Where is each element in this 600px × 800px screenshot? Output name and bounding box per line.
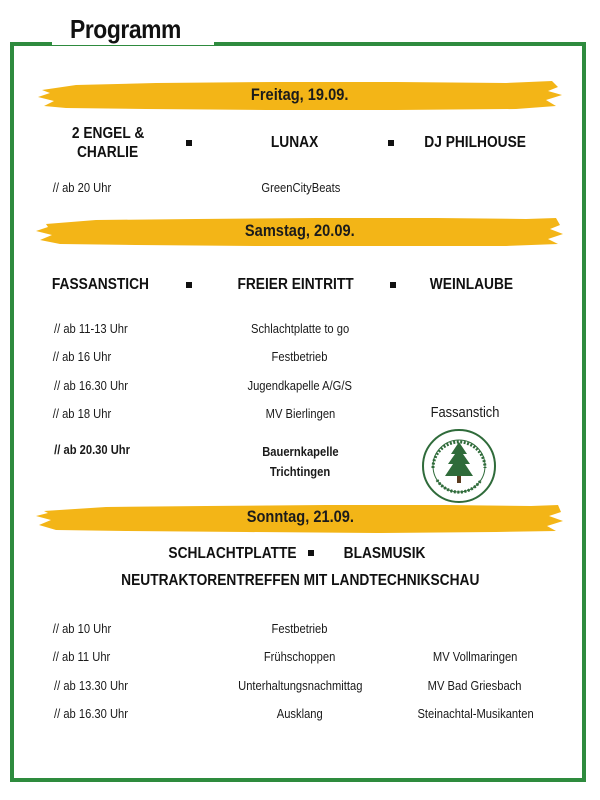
act-2-engel-charlie: 2 ENGEL & CHARLIE (71, 125, 145, 161)
row-time: // ab 16.30 Uhr (54, 378, 128, 393)
row-extra-fassanstich: Fassanstich (430, 404, 500, 421)
bullet-separator (186, 140, 192, 146)
row-time: // ab 10 Uhr (52, 621, 112, 636)
banner-label: Samstag, 20.09. (245, 221, 355, 240)
row-event: Frühschoppen (264, 649, 336, 664)
row-event: Festbetrieb (272, 349, 328, 364)
row-event: GreenCityBeats (261, 180, 341, 195)
banner-label: Sonntag, 21.09. (246, 507, 354, 526)
bullet-separator (390, 282, 396, 288)
row-time: // ab 16 Uhr (52, 349, 112, 364)
row-extra: MV Vollmaringen (432, 649, 518, 664)
row-extra: Steinachtal-Musikanten (417, 706, 535, 721)
banner-friday (36, 76, 564, 114)
banner-label: Freitag, 19.09. (251, 85, 349, 104)
act-weinlaube: WEINLAUBE (429, 276, 513, 293)
act-fassanstich: FASSANSTICH (51, 276, 149, 293)
banner-sunday (36, 498, 564, 536)
row-time: // ab 11 Uhr (52, 649, 111, 664)
row-event: Ausklang (276, 706, 323, 721)
row-time: // ab 18 Uhr (52, 406, 112, 421)
act-dj-philhouse: DJ PHILHOUSE (424, 134, 526, 151)
title-wrap (52, 14, 214, 45)
row-event: Festbetrieb (272, 621, 328, 636)
row-event: Schlachtplatte to go (250, 321, 350, 336)
page-title: Programm (70, 14, 181, 44)
row-time: // ab 11-13 Uhr (54, 321, 128, 336)
row-event: Unterhaltungsnachmittag (237, 678, 363, 693)
row-time: // ab 20.30 Uhr (54, 442, 130, 457)
row-event-bauernkapelle: Bauernkapelle Trichtingen (261, 444, 339, 479)
act-lunax: LUNAX (271, 134, 319, 151)
bullet-separator (308, 550, 314, 556)
row-time: // ab 16.30 Uhr (54, 706, 128, 721)
banner-saturday (36, 212, 564, 250)
act-blasmusik: BLASMUSIK (344, 545, 426, 562)
row-time: // ab 20 Uhr (52, 180, 112, 195)
sunday-subline: NEUTRAKTORENTREFFEN MIT LANDTECHNIKSCHAU (120, 572, 480, 589)
act-freier-eintritt: FREIER EINTRITT (237, 276, 355, 293)
row-event: Jugendkapelle A/G/S (247, 378, 353, 393)
bauernkapelle-logo-icon (421, 428, 497, 504)
act-schlachtplatte: SCHLACHTPLATTE (168, 545, 297, 562)
bullet-separator (186, 282, 192, 288)
bullet-separator (388, 140, 394, 146)
row-event: MV Bierlingen (265, 406, 335, 421)
row-extra: MV Bad Griesbach (428, 678, 522, 693)
row-time: // ab 13.30 Uhr (54, 678, 128, 693)
